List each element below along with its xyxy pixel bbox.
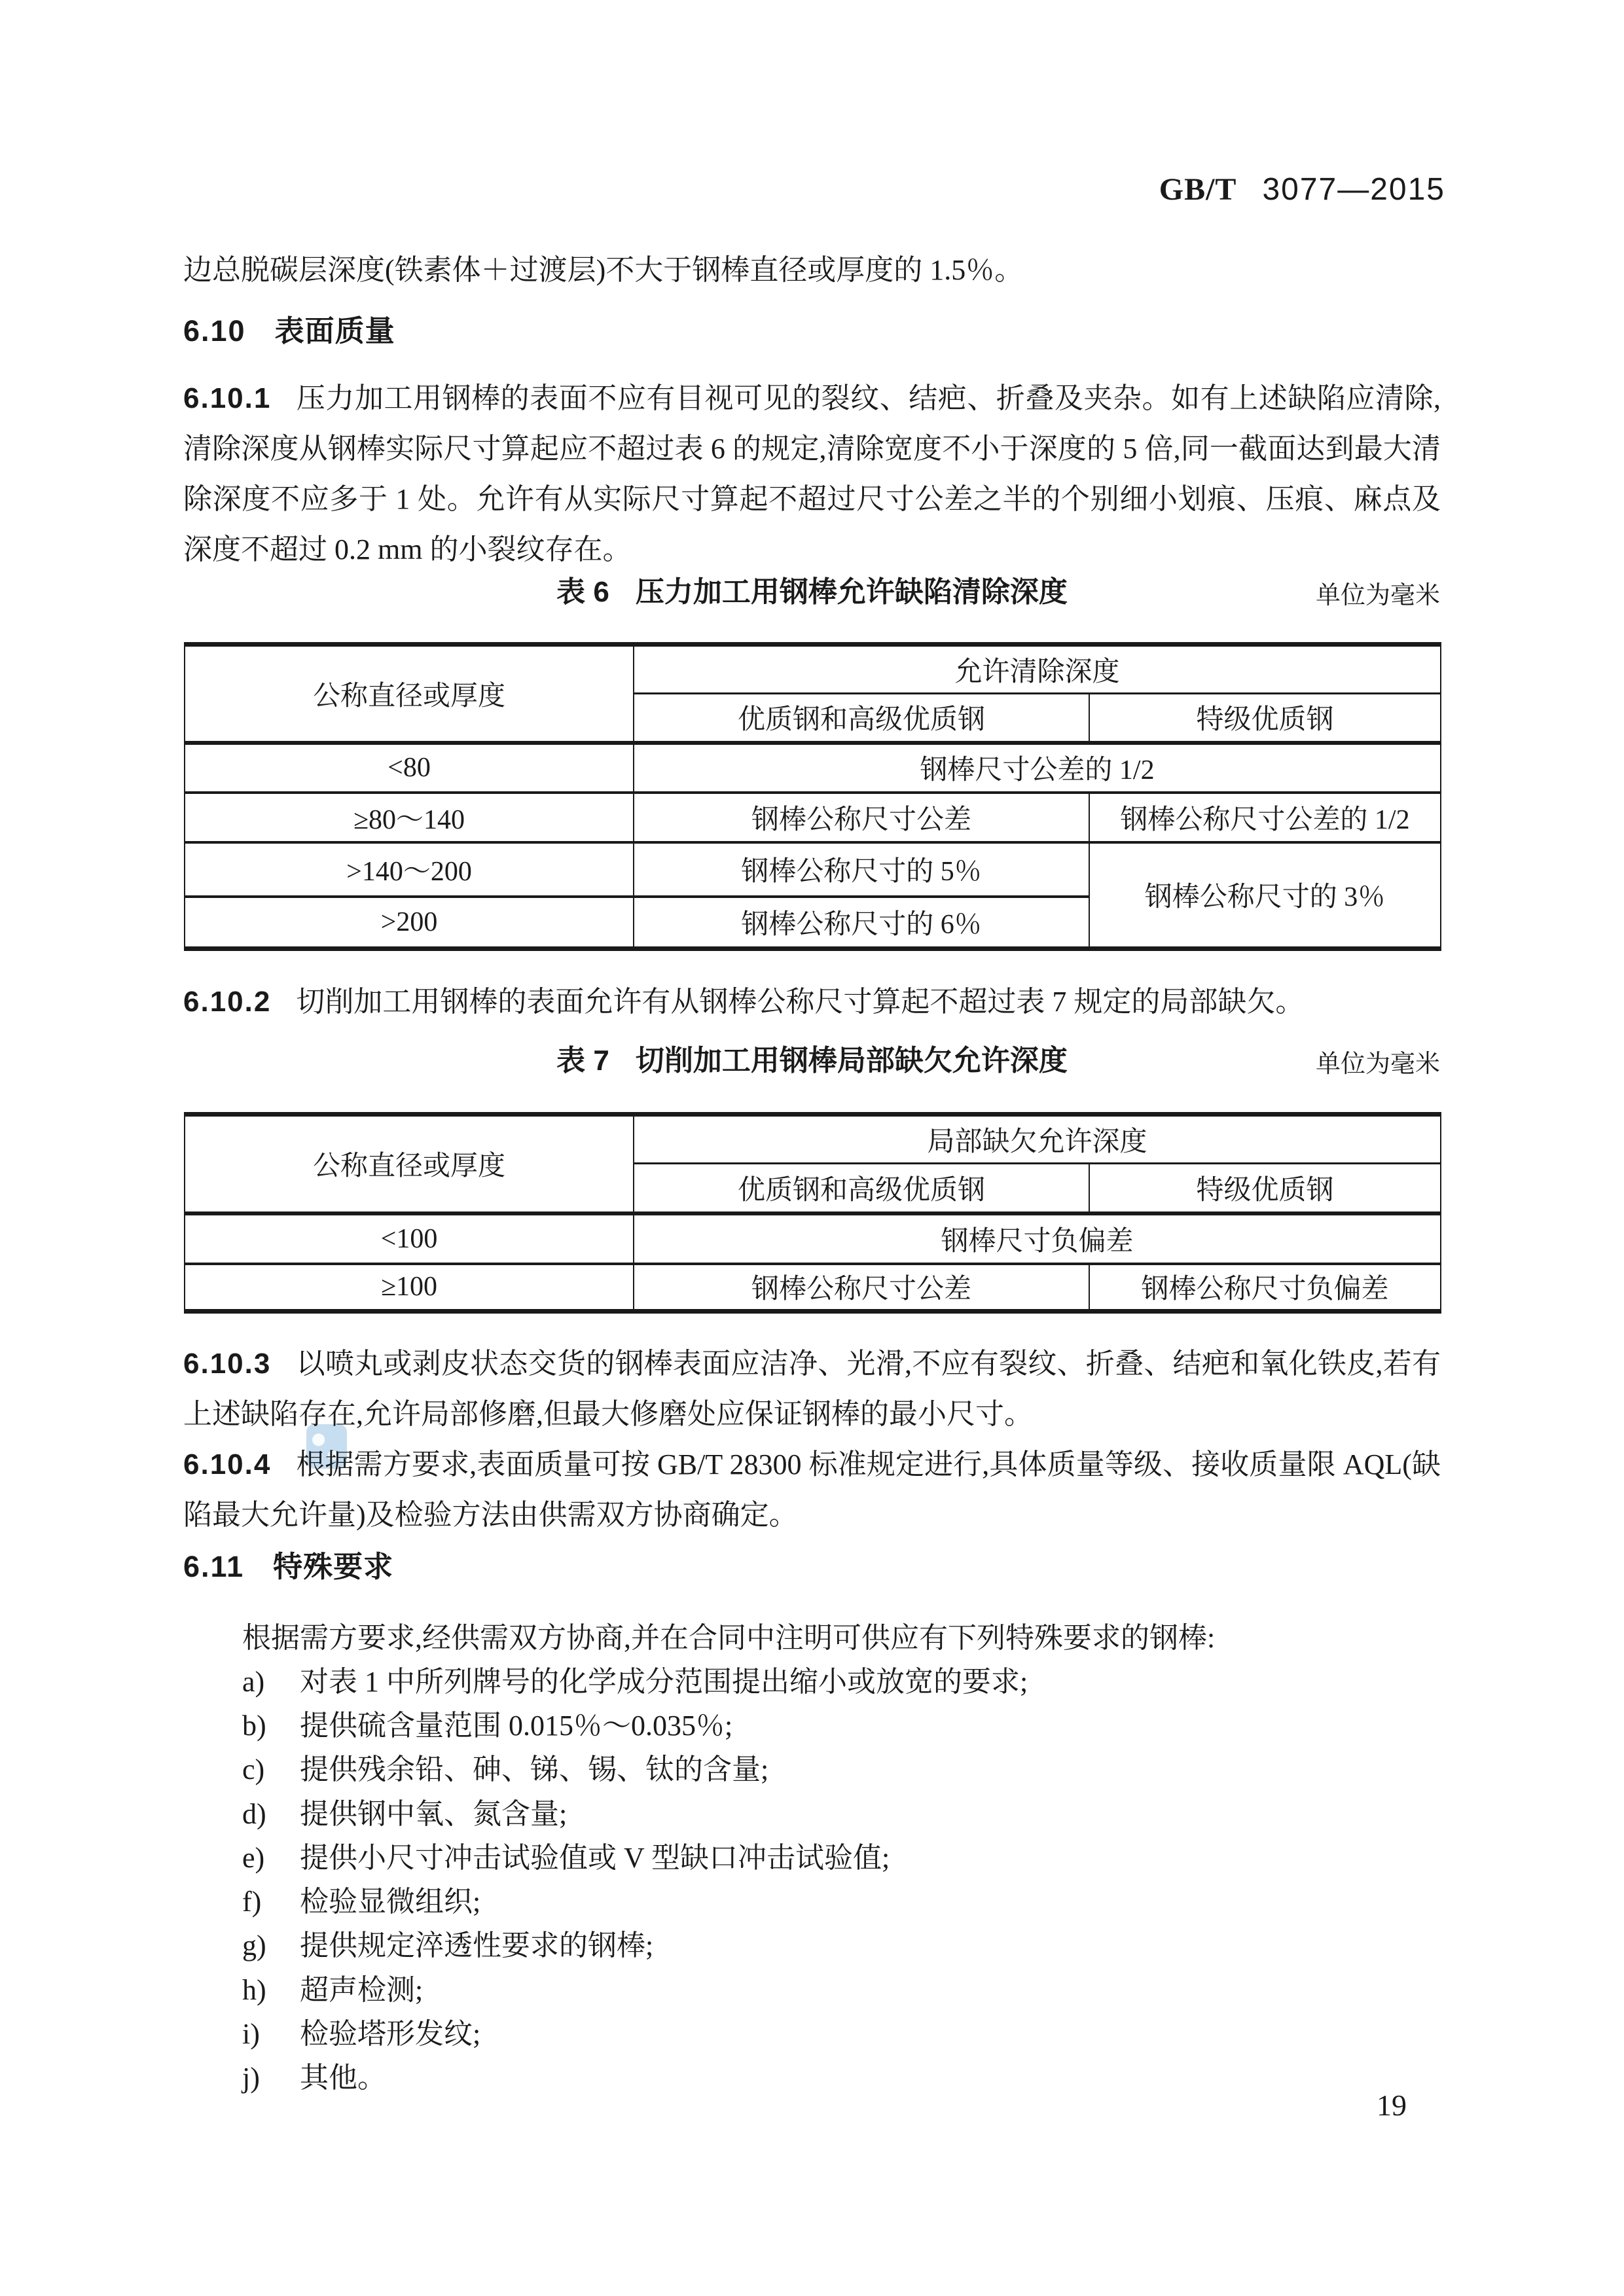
- standard-year-number: 3077—2015: [1262, 172, 1445, 207]
- special-requirement-item: [242, 1749, 1441, 1791]
- item-text: 提供小尺寸冲击试验值或 V 型缺口冲击试验值;: [300, 1842, 890, 1874]
- table6-header-sub2: 特级优质钢: [1089, 694, 1441, 743]
- table6: [184, 642, 1441, 951]
- item-label: f): [242, 1886, 262, 1918]
- table6-header-size: 公称直径或厚度: [185, 645, 634, 743]
- clause-number: 6.10.1: [183, 382, 272, 414]
- table6-row2-special: 钢棒公称尺寸公差的 1/2: [1089, 793, 1441, 842]
- special-requirement-item: [242, 1837, 1441, 1879]
- table7-row2-size: ≥100: [185, 1264, 634, 1312]
- special-requirements-intro: 根据需方要求,经供需双方协商,并在合同中注明可供应有下列特殊要求的钢棒:: [242, 1622, 1216, 1654]
- clause-number: 6.10.4: [183, 1448, 272, 1480]
- item-text: 提供钢中氧、氮含量;: [300, 1798, 568, 1830]
- continuation-paragraph: 边总脱碳层深度(铁素体＋过渡层)不大于钢棒直径或厚度的 1.5％。: [183, 254, 1024, 286]
- clause-text: 以喷丸或剥皮状态交货的钢棒表面应洁净、光滑,不应有裂纹、折叠、结疤和氧化铁皮,若有上述缺陷存在,允许局部修磨,但最大修磨处应保证钢棒的最小尺寸。: [183, 1348, 1441, 1430]
- standard-code: GB/T: [1159, 172, 1237, 207]
- table6-header-sub1: 优质钢和高级优质钢: [634, 694, 1089, 743]
- table6-caption: [183, 576, 1441, 609]
- table7-header-group: 局部缺欠允许深度: [634, 1115, 1441, 1164]
- clause-6104-paragraph: [183, 1439, 1441, 1540]
- table7-row2-special: 钢棒公称尺寸负偏差: [1089, 1264, 1441, 1312]
- item-label: b): [242, 1710, 266, 1742]
- table6-row1-size: <80: [185, 743, 634, 793]
- item-text: 超声检测;: [300, 1974, 424, 2006]
- clause-6103-paragraph: [183, 1338, 1441, 1439]
- table7-header-size: 公称直径或厚度: [185, 1115, 634, 1213]
- item-label: h): [242, 1974, 266, 2006]
- clause-text: 根据需方要求,表面质量可按 GB/T 28300 标准规定进行,具体质量等级、接收质量限 AQL(缺陷最大允许量)及检验方法由供需双方协商确定。: [183, 1448, 1441, 1531]
- item-text: 其他。: [300, 2062, 386, 2094]
- table6-row3-quality: 钢棒公称尺寸的 5％: [634, 842, 1089, 897]
- table6-row1-value: 钢棒尺寸公差的 1/2: [634, 743, 1441, 793]
- special-requirement-item: [242, 1925, 1441, 1967]
- table6-row2-quality: 钢棒公称尺寸公差: [634, 793, 1089, 842]
- special-requirement-item: [242, 1661, 1441, 1703]
- table7: [184, 1112, 1441, 1314]
- clause-text: 压力加工用钢棒的表面不应有目视可见的裂纹、结疤、折叠及夹杂。如有上述缺陷应清除,清除深度从钢棒实际尺寸算起应不超过表 6 的规定,清除宽度不小于深度的 5 倍,同一截面达到最大清除深度不应多于 1 处。允许有从实际尺寸算起不超过尺寸公差之半的个别细小划痕、压痕、麻点及深度不超过 0.2 mm 的小裂纹存在。: [183, 382, 1441, 565]
- table7-title: 切削加工用钢棒局部缺欠允许深度: [635, 1045, 1068, 1077]
- item-label: a): [242, 1666, 265, 1698]
- standard-number-header: [1159, 171, 1445, 207]
- table6-row4-size: >200: [185, 897, 634, 949]
- item-text: 提供硫含量范围 0.015％～0.035％;: [300, 1710, 733, 1742]
- clause-text: 切削加工用钢棒的表面允许有从钢棒公称尺寸算起不超过表 7 规定的局部缺欠。: [296, 986, 1305, 1018]
- item-label: d): [242, 1798, 266, 1830]
- item-text: 对表 1 中所列牌号的化学成分范围提出缩小或放宽的要求;: [300, 1666, 1028, 1698]
- item-text: 提供残余铅、砷、锑、锡、钛的含量;: [300, 1753, 769, 1785]
- special-requirement-item: [242, 2013, 1441, 2055]
- table6-title: 压力加工用钢棒允许缺陷清除深度: [635, 576, 1068, 608]
- table7-row2-quality: 钢棒公称尺寸公差: [634, 1264, 1089, 1312]
- section-heading-611: [183, 1549, 393, 1585]
- table6-header-group: 允许清除深度: [634, 645, 1441, 694]
- clause-6102-paragraph: [183, 977, 1441, 1027]
- table7-caption: [183, 1045, 1441, 1077]
- section-heading-610: [183, 313, 395, 350]
- item-label: e): [242, 1842, 265, 1874]
- section-title: 特殊要求: [273, 1550, 394, 1583]
- section-title: 表面质量: [274, 314, 395, 348]
- table7-row1-size: <100: [185, 1213, 634, 1264]
- special-requirement-item: [242, 1793, 1441, 1835]
- item-label: g): [242, 1929, 266, 1962]
- item-text: 检验显微组织;: [300, 1886, 481, 1918]
- special-requirement-item: [242, 1881, 1441, 1923]
- table6-label: 表 6: [556, 576, 609, 608]
- item-label: j): [242, 2062, 260, 2094]
- special-requirement-item: [242, 2057, 1441, 2099]
- table7-header-sub1: 优质钢和高级优质钢: [634, 1164, 1089, 1213]
- table7-row1-value: 钢棒尺寸负偏差: [634, 1213, 1441, 1264]
- clause-number: 6.10.2: [183, 986, 272, 1018]
- section-number: 6.11: [183, 1550, 245, 1583]
- item-label: i): [242, 2018, 260, 2050]
- table6-row4-quality: 钢棒公称尺寸的 6％: [634, 897, 1089, 949]
- table7-label: 表 7: [556, 1045, 609, 1077]
- table7-unit-note: 单位为毫米: [1315, 1050, 1440, 1078]
- table6-row3-size: >140～200: [185, 842, 634, 897]
- special-requirement-item: [242, 1969, 1441, 2011]
- table6-row34-special-merged: 钢棒公称尺寸的 3％: [1089, 842, 1441, 949]
- item-label: c): [242, 1753, 265, 1785]
- clause-number: 6.10.3: [183, 1348, 272, 1380]
- table6-unit-note: 单位为毫米: [1315, 582, 1440, 609]
- page-number: 19: [1377, 2089, 1407, 2122]
- special-requirement-item: [242, 1705, 1441, 1747]
- item-text: 提供规定淬透性要求的钢棒;: [300, 1929, 654, 1962]
- table7-header-sub2: 特级优质钢: [1089, 1164, 1441, 1213]
- section-number: 6.10: [183, 314, 246, 348]
- clause-6101-paragraph: [183, 373, 1441, 575]
- table6-row2-size: ≥80～140: [185, 793, 634, 842]
- item-text: 检验塔形发纹;: [300, 2018, 481, 2050]
